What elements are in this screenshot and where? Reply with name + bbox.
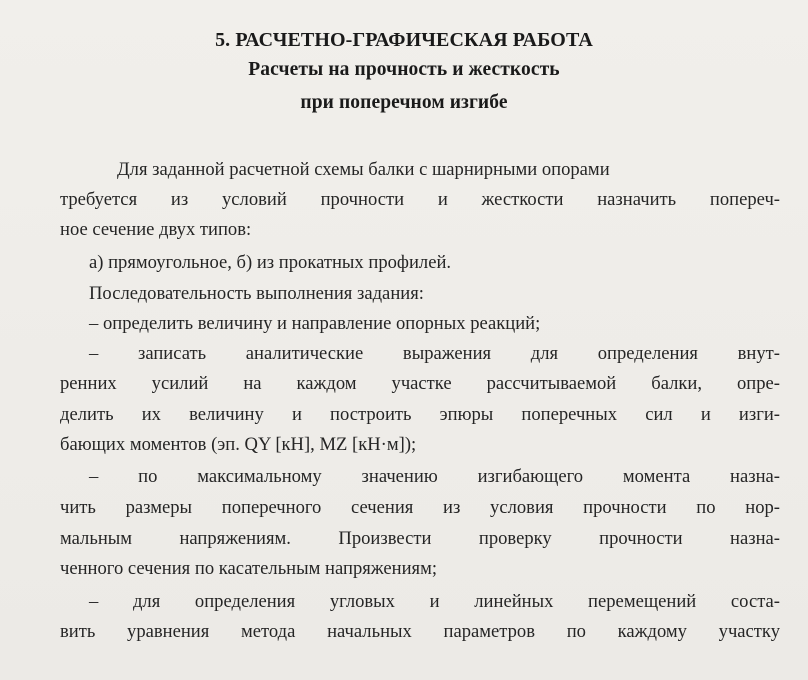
paragraph-line-14: ченного сечения по касательным напряжениям; <box>60 558 438 579</box>
paragraph-line-11: – по максимальному значению изгибающего момента назна- <box>89 466 780 487</box>
section-subtitle-line-2: при поперечном изгибе <box>300 92 508 113</box>
paragraph-line-15: – для определения угловых и линейных перемещений соста- <box>89 591 780 612</box>
paragraph-line-6: – определить величину и направление опорных реакций; <box>89 313 541 334</box>
paragraph-line-1: Для заданной расчетной схемы балки с шарнирными опорами <box>117 159 610 180</box>
section-subtitle-line-1: Расчеты на прочность и жесткость <box>248 59 560 80</box>
paragraph-line-3: ное сечение двух типов: <box>60 219 252 240</box>
paragraph-line-7: – записать аналитические выражения для определения внут- <box>89 343 780 364</box>
paragraph-line-8: ренних усилий на каждом участке рассчитываемой балки, опре- <box>60 373 780 394</box>
paragraph-line-2: требуется из условий прочности и жесткости назначить попереч- <box>60 189 780 210</box>
paragraph-line-10: бающих моментов (эп. QY [кН], MZ [кН·м]); <box>60 434 417 455</box>
paragraph-line-13: мальным напряжениям. Произвести проверку прочности назна- <box>60 528 780 549</box>
paragraph-line-9: делить их величину и построить эпюры поперечных сил и изги- <box>60 404 780 425</box>
paragraph-line-16: вить уравнения метода начальных параметров по каждому участку <box>60 621 780 642</box>
paragraph-line-4: а) прямоугольное, б) из прокатных профилей. <box>89 252 452 273</box>
section-title: 5. РАСЧЕТНО-ГРАФИЧЕСКАЯ РАБОТА <box>215 29 593 51</box>
paragraph-line-5: Последовательность выполнения задания: <box>89 283 424 304</box>
paragraph-line-12: чить размеры поперечного сечения из условия прочности по нор- <box>60 497 780 518</box>
